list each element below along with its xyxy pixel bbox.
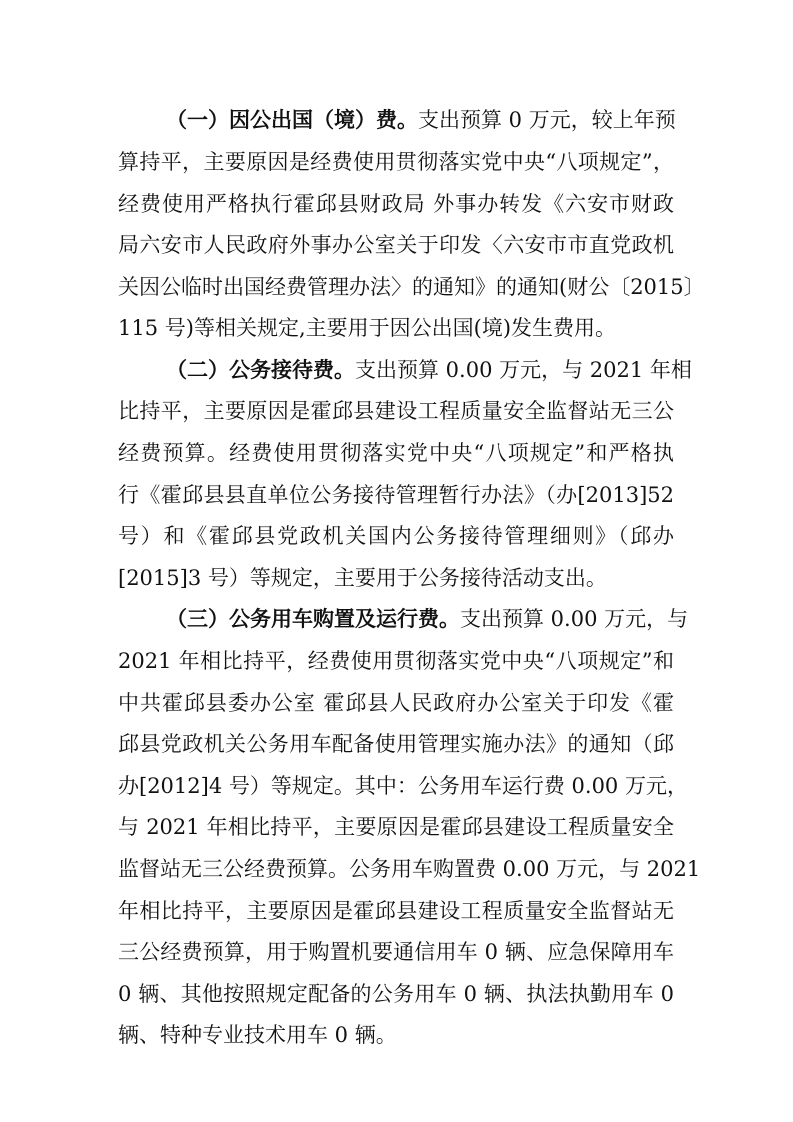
section-1-line: 115 号)等相关规定,主要用于因公出国(境)发生费用。 [118, 316, 617, 340]
section-2-line: 号）和《霍邱县党政机关国内公务接待管理细则》（邱办 [118, 524, 674, 548]
section-3-line: 与 2021 年相比持平，主要原因是霍邱县建设工程质量安全 [118, 815, 674, 839]
section-1-line: 局六安市人民政府外事办公室关于印发〈六安市市直党政机 [118, 233, 674, 257]
section-2-first-line [166, 355, 692, 385]
section-1-heading: （一）因公出国（境）费。 [166, 108, 418, 132]
section-2-line: 比持平，主要原因是霍邱县建设工程质量安全监督站无三公 [118, 399, 674, 423]
section-3-line: 三公经费预算，用于购置机要通信用车 0 辆、应急保障用车 [118, 940, 674, 964]
section-2-line: [2015]3 号）等规定，主要用于公务接待活动支出。 [118, 566, 607, 590]
section-1-line: 关因公临时出国经费管理办法〉的通知》的通知(财公〔2015〕 [118, 275, 705, 299]
section-3-line: 辆、特种专业技术用车 0 辆。 [118, 1023, 397, 1047]
section-1-line: 经费使用严格执行霍邱县财政局 外事办转发《六安市财政 [118, 192, 674, 216]
section-2-text: 支出预算 0.00 万元，与 2021 年相 [355, 358, 692, 382]
section-1-text: 支出预算 0 万元，较上年预 [418, 108, 676, 132]
section-2-line: 经费预算。经费使用贯彻落实党中央“八项规定”和严格执 [118, 441, 674, 465]
section-3-line: 邱县党政机关公务用车配备使用管理实施办法》的通知（邱 [118, 732, 674, 756]
section-2-heading: （二）公务接待费。 [166, 358, 355, 382]
section-3-line: 中共霍邱县委办公室 霍邱县人民政府办公室关于印发《霍 [118, 691, 674, 715]
section-3-first-line [166, 604, 689, 634]
section-1-line: 算持平，主要原因是经费使用贯彻落实党中央“八项规定”， [118, 150, 674, 174]
section-3-line: 0 辆、其他按照规定配备的公务用车 0 辆、执法执勤用车 0 [118, 982, 674, 1006]
section-3-heading: （三）公务用车购置及运行费。 [166, 607, 460, 631]
section-3-line: 监督站无三公经费预算。公务用车购置费 0.00 万元，与 2021 [118, 857, 701, 881]
section-3-text: 支出预算 0.00 万元，与 [460, 607, 689, 631]
section-2-line: 行《霍邱县县直单位公务接待管理暂行办法》（办[2013]52 [118, 483, 674, 507]
section-1-first-line [166, 105, 674, 135]
section-3-line: 年相比持平，主要原因是霍邱县建设工程质量安全监督站无 [118, 899, 674, 923]
section-3-line: 办[2012]4 号）等规定。其中：公务用车运行费 0.00 万元， [118, 774, 688, 798]
section-3-line: 2021 年相比持平，经费使用贯彻落实党中央“八项规定”和 [118, 649, 674, 673]
